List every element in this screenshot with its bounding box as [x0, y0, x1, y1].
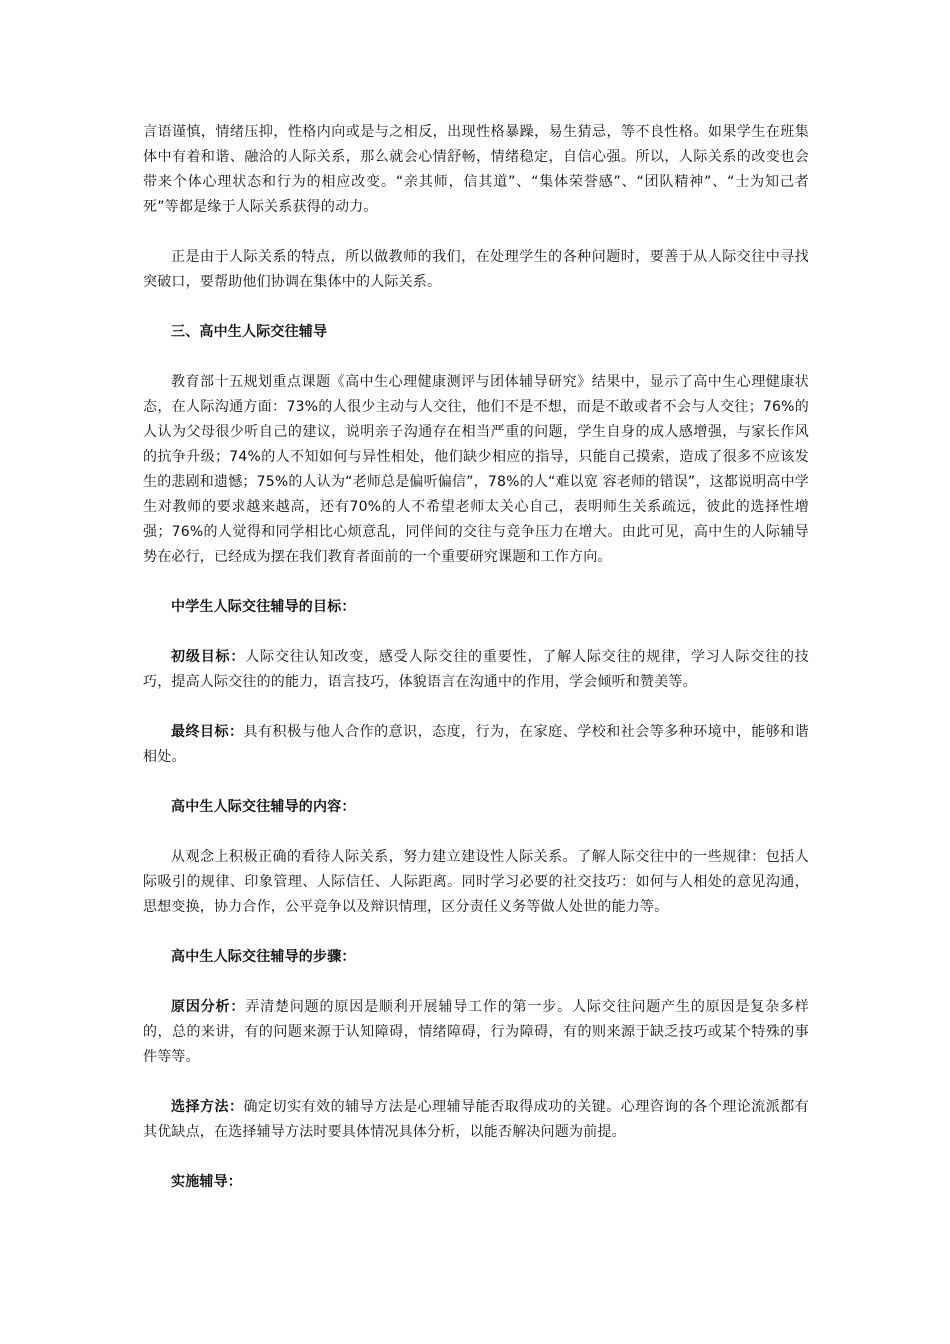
paragraph-teacher-role: 正是由于人际关系的特点，所以做教师的我们，在处理学生的各种问题时，要善于从人际交往中寻找突破口，要帮助他们协调在集体中的人际关系。: [143, 249, 809, 290]
subheading-content: 高中生人际交往辅导的内容：: [171, 799, 356, 815]
lead-final-goal: 最终目标：: [171, 724, 244, 740]
text-primary-goal: 人际交往认知改变，感受人际交往的重要性，了解人际交往的规律，学习人际交往的技巧，提高人际交往的的能力，语言技巧，体貌语言在沟通中的作用，学会倾听和赞美等。: [143, 649, 809, 690]
paragraph-final-goal: [143, 720, 809, 770]
lead-cause-analysis: 原因分析：: [171, 999, 246, 1015]
paragraph-personality: 言语谨慎，情绪压抑，性格内向或是与之相反，出现性格暴躁，易生猜忌，等不良性格。如果学生在班集体中有着和谐、融洽的人际关系，那么就会心情舒畅，情绪稳定，自信心强。所以，人际关系的改变也会带来个体心理状态和行为的相应改变。“亲其师，信其道”、“集体荣誉感”、“团队精神”、“士为知己者死”等都是缘于人际关系获得的动力。: [143, 124, 809, 215]
subheading-implementation: 实施辅导：: [171, 1174, 242, 1190]
lead-choose-method: 选择方法：: [171, 1099, 244, 1115]
paragraph-cause-analysis: [143, 995, 809, 1070]
text-final-goal: 具有积极与他人合作的意识，态度，行为，在家庭、学校和社会等多种环境中，能够和谐相处。: [143, 724, 809, 765]
subheading-goals: 中学生人际交往辅导的目标：: [171, 599, 356, 615]
lead-primary-goal: 初级目标：: [171, 649, 246, 665]
text-cause-analysis: 弄清楚问题的原因是顺利开展辅导工作的第一步。人际交往问题产生的原因是复杂多样的，总的来讲，有的问题来源于认知障碍，情绪障碍，行为障碍，有的则来源于缺乏技巧或某个特殊的事件等等。: [143, 999, 809, 1065]
paragraph-choose-method: [143, 1095, 809, 1145]
section-heading-3: 三、高中生人际交往辅导: [171, 324, 328, 340]
text-choose-method: 确定切实有效的辅导方法是心理辅导能否取得成功的关键。心理咨询的各个理论流派都有其优缺点，在选择辅导方法时要具体情况具体分析，以能否解决问题为前提。: [143, 1099, 809, 1140]
paragraph-survey-results: 教育部十五规划重点课题《高中生心理健康测评与团体辅导研究》结果中，显示了高中生心理健康状态，在人际沟通方面：73%的人很少主动与人交往，他们不是不想，而是不敢或者不会与人交往；76%的人认为父母很少听自己的建议，说明亲子沟通存在相当严重的问题，学生自身的成人感增强，与家长作风的抗争升级；74%的人不知如何与异性相处，他们缺少相应的指导，只能自己摸索，造成了很多不应该发生的悲剧和遗憾；75%的人认为“老师总是偏听偏信”，78%的人“难以宽 容老师的错误”，这都说明高中学生对教师的要求越来越高，还有70%的人不希望老师太关心自己，表明师生关系疏远，彼此的选择性增强；76%的人觉得和同学相比心烦意乱，同伴间的交往与竞争压力在增大。由此可见，高中生的人际辅导势在必行，已经成为摆在我们教育者面前的一个重要研究课题和工作方向。: [143, 374, 809, 565]
document-page: [143, 120, 809, 1220]
paragraph-content: 从观念上积极正确的看待人际关系，努力建立建设性人际关系。了解人际交往中的一些规律：包括人际吸引的规律、印象管理、人际信任、人际距离。同时学习必要的社交技巧：如何与人相处的意见沟通，思想变换，协力合作，公平竞争以及辩识情理，区分责任义务等做人处世的能力等。: [143, 849, 809, 915]
paragraph-primary-goal: [143, 645, 809, 695]
subheading-steps: 高中生人际交往辅导的步骤：: [171, 949, 356, 965]
